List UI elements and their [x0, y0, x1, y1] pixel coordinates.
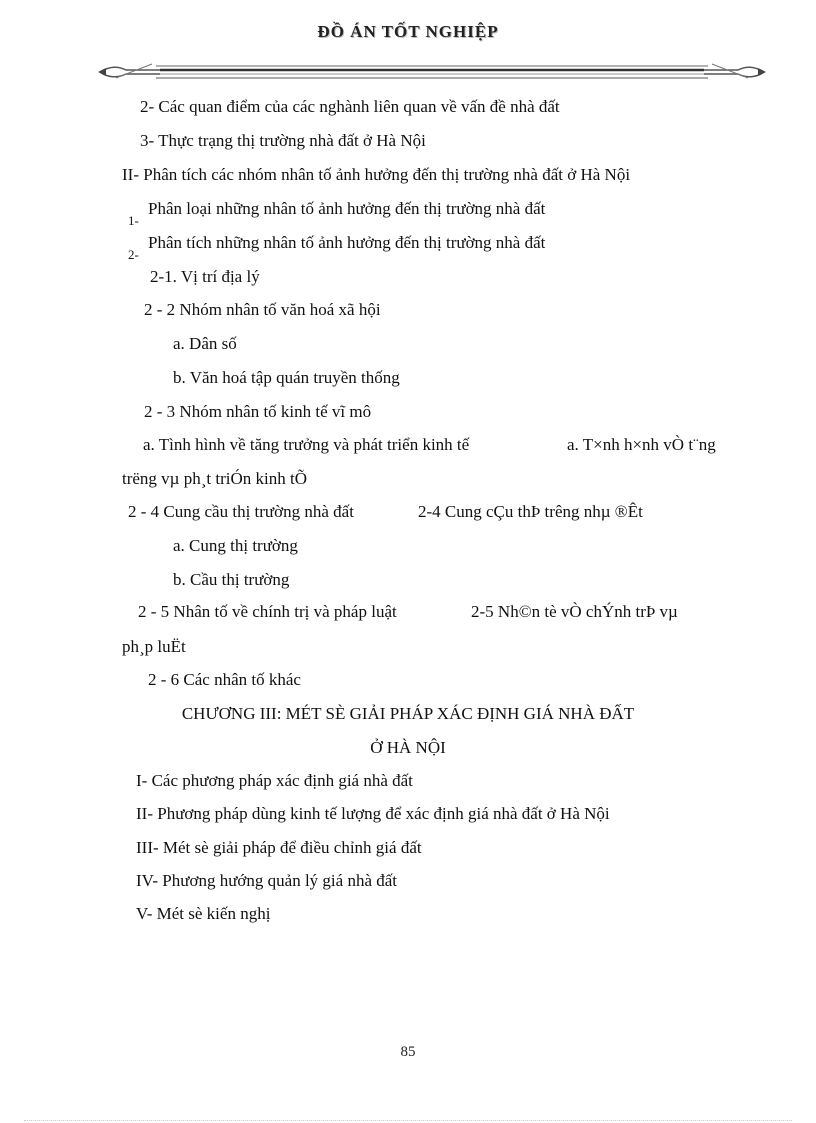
- toc-entry: 2 - 2 Nhóm nhân tố văn hoá xã hội: [144, 300, 381, 319]
- toc-entry-garbled: ph¸p luËt: [122, 637, 186, 656]
- toc-entry: b. Văn hoá tập quán truyền thống: [173, 368, 400, 387]
- toc-entry: 2 - 3 Nhóm nhân tố kinh tế vĩ mô: [144, 402, 372, 421]
- toc-entry: 2 - 6 Các nhân tố khác: [148, 670, 301, 689]
- toc-entry: IV- Phương hướng quản lý giá nhà đất: [136, 871, 398, 890]
- toc-entry: 2- Các quan điểm của các nghành liên quan về vấn đề nhà đất: [140, 97, 560, 116]
- toc-entry: 2-1. Vị trí địa lý: [150, 267, 260, 286]
- page-bottom-border: [24, 1120, 792, 1121]
- toc-entry: III- Mét sè giải pháp để điều chỉnh giá đất: [136, 838, 422, 857]
- toc-entry: a. Dân số: [173, 334, 237, 353]
- toc-section-heading: II- Phân tích các nhóm nhân tố ảnh hưởng đến thị trường nhà đất ở Hà Nội: [122, 165, 631, 184]
- toc-entry-number: 1-: [128, 213, 139, 228]
- toc-entry-number: 2-: [128, 247, 139, 262]
- toc-entry: a. Cung thị trường: [173, 536, 298, 555]
- toc-entry: 3- Thực trạng thị trường nhà đất ở Hà Nội: [140, 131, 426, 150]
- toc-entry: 2 - 5 Nhân tố về chính trị và pháp luật: [138, 602, 397, 621]
- chapter-heading: CHƯƠNG III: MÉT SÈ GIẢI PHÁP XÁC ĐỊNH GIÁ NHÀ ĐẤT: [181, 704, 635, 723]
- toc-entry: a. Tình hình về tăng trưởng và phát triển kinh tế: [143, 435, 470, 454]
- toc-entry-garbled: a. T×nh h×nh vÒ t¨ng: [567, 435, 716, 454]
- toc-entry: V- Mét sè kiến nghị: [136, 904, 271, 923]
- toc-entry-garbled: 2-4 Cung cÇu thÞ trêng nhµ ®Êt: [418, 502, 643, 521]
- toc-entry: Phân loại những nhân tố ảnh hưởng đến thị trường nhà đất: [148, 199, 546, 218]
- page-header-title: ĐỒ ÁN TỐT NGHIỆP: [317, 22, 499, 41]
- decorative-divider: [96, 58, 768, 86]
- page-number: 85: [400, 1044, 416, 1060]
- chapter-heading-continued: Ở HÀ NỘI: [370, 738, 446, 757]
- toc-entry: 2 - 4 Cung cầu thị trường nhà đất: [128, 502, 354, 521]
- toc-entry-garbled: trëng vµ ph¸t triÓn kinh tÕ: [122, 469, 307, 488]
- toc-entry: b. Cầu thị trường: [173, 570, 290, 589]
- toc-entry: II- Phương pháp dùng kinh tế lượng để xác định giá nhà đất ở Hà Nội: [136, 804, 610, 823]
- toc-entry: Phân tích những nhân tố ảnh hưởng đến thị trường nhà đất: [148, 233, 546, 252]
- toc-entry-garbled: 2-5 Nh©n tè vÒ chÝnh trÞ vµ: [471, 602, 678, 621]
- toc-entry: I- Các phương pháp xác định giá nhà đất: [136, 771, 413, 790]
